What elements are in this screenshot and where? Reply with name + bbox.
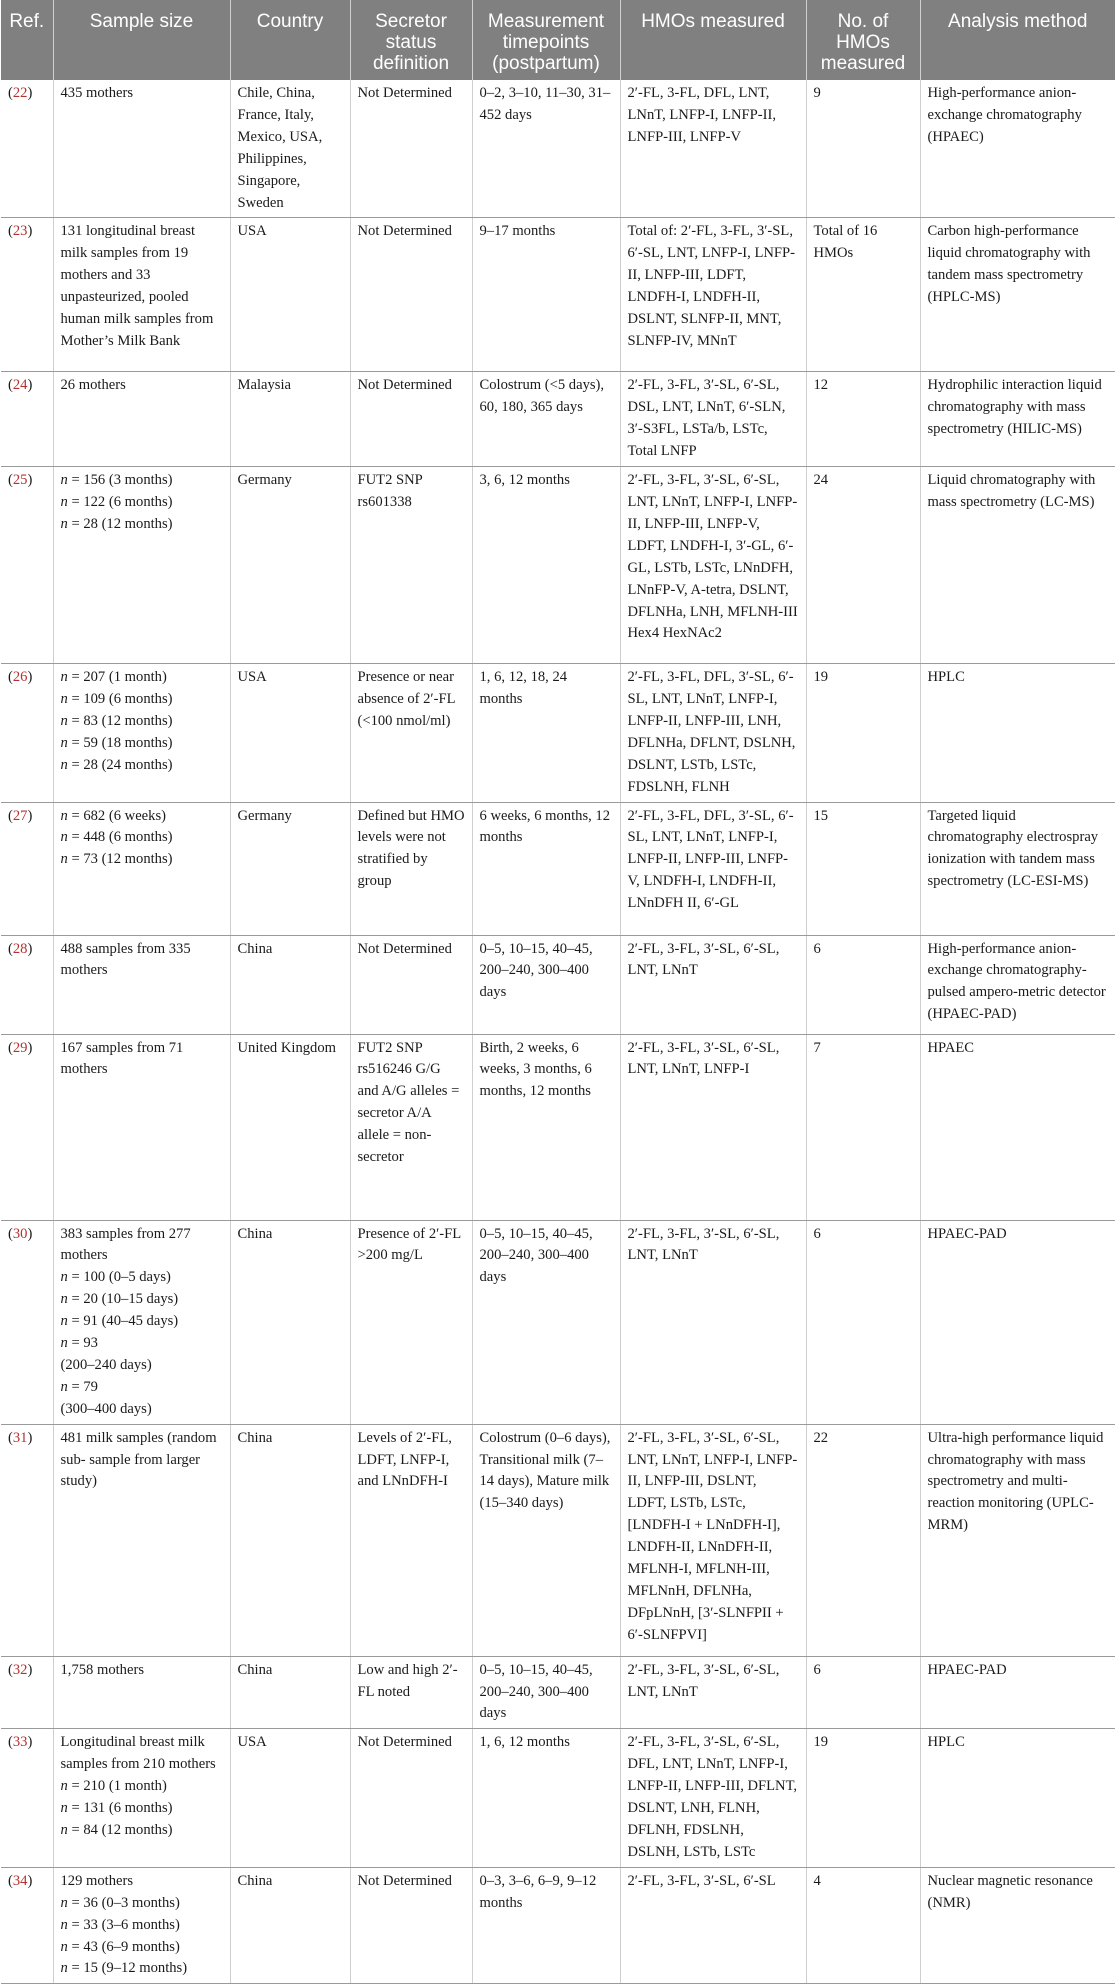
secretor-status-cell: Not Determined: [350, 1729, 472, 1867]
country-cell: Chile, China, France, Italy, Mexico, USA, Philippines, Singapore, Sweden: [230, 80, 350, 218]
hmos-measured-cell: 2′-FL, 3-FL, 3′-SL, 6′-SL, LNT, LNnT, LNFP-I: [620, 1034, 806, 1220]
sample-size-line: n = 83 (12 months): [60, 712, 173, 729]
sample-size-line: 167 samples from 71 mothers: [60, 1039, 187, 1078]
hmo-count-cell: 6: [806, 1220, 920, 1424]
secretor-status-cell: Presence of 2′-FL >200 mg/L: [350, 1220, 472, 1424]
country-cell: USA: [230, 1729, 350, 1867]
secretor-status-cell: Not Determined: [350, 218, 472, 372]
secretor-status-cell: Not Determined: [350, 80, 472, 218]
sample-size-cell: [53, 1656, 230, 1729]
header-ref: Ref.: [1, 0, 53, 80]
secretor-status-cell: FUT2 SNP rs601338: [350, 467, 472, 664]
ref-cell: (25): [1, 467, 53, 664]
sample-size-line: (300–400 days): [60, 1400, 152, 1417]
sample-size-line: n = 20 (10–15 days): [60, 1291, 179, 1308]
sample-size-cell: [53, 218, 230, 372]
hmo-count-cell: 24: [806, 467, 920, 664]
ref-link[interactable]: 27: [12, 807, 28, 824]
timepoints-cell: 9–17 months: [472, 218, 620, 372]
sample-size-line: n = 156 (3 months): [60, 472, 173, 489]
ref-link[interactable]: 32: [12, 1661, 28, 1678]
sample-size-line: 383 samples from 277 mothers: [60, 1225, 195, 1264]
timepoints-cell: 1, 6, 12, 18, 24 months: [472, 664, 620, 802]
header-hmos-measured: HMOs measured: [620, 0, 806, 80]
ref-cell: (26): [1, 664, 53, 802]
ref-cell: (28): [1, 935, 53, 1034]
sample-size-cell: [53, 467, 230, 664]
timepoints-cell: Colostrum (<5 days), 60, 180, 365 days: [472, 372, 620, 467]
country-cell: China: [230, 1220, 350, 1424]
sample-size-line: n = 28 (24 months): [60, 756, 173, 773]
hmo-count-cell: Total of 16 HMOs: [806, 218, 920, 372]
table-row: [1, 1220, 1115, 1424]
country-cell: Germany: [230, 467, 350, 664]
timepoints-cell: 0–5, 10–15, 40–45, 200–240, 300–400 days: [472, 1220, 620, 1424]
ref-link[interactable]: 30: [12, 1225, 28, 1242]
secretor-status-cell: Not Determined: [350, 372, 472, 467]
table-row: [1, 1424, 1115, 1656]
sample-size-line: n = 682 (6 weeks): [60, 807, 166, 824]
timepoints-cell: 0–5, 10–15, 40–45, 200–240, 300–400 days: [472, 935, 620, 1034]
ref-cell: (22): [1, 80, 53, 218]
ref-link[interactable]: 23: [12, 223, 28, 240]
sample-size-line: n = 131 (6 months): [60, 1800, 173, 1817]
hmos-measured-cell: 2′-FL, 3-FL, 3′-SL, 6′-SL, DFL, LNT, LNnT, LNFP-I, LNFP-II, LNFP-III, DFLNT, DSLNT, LNH, FLNH, DFLNH, FDSLNH, DSLNH, LSTb, LSTc: [620, 1729, 806, 1867]
country-cell: USA: [230, 664, 350, 802]
hmo-count-cell: 12: [806, 372, 920, 467]
analysis-method-cell: Liquid chromatography with mass spectrometry (LC-MS): [920, 467, 1115, 664]
ref-link[interactable]: 28: [12, 940, 28, 957]
country-cell: China: [230, 1656, 350, 1729]
timepoints-cell: 0–3, 3–6, 6–9, 9–12 months: [472, 1867, 620, 1984]
secretor-status-cell: Not Determined: [350, 935, 472, 1034]
sample-size-line: n = 93: [60, 1335, 98, 1352]
hmos-measured-cell: 2′-FL, 3-FL, 3′-SL, 6′-SL, DSL, LNT, LNnT, 6′-SLN, 3′-S3FL, LSTa/b, LSTc, Total LNFP: [620, 372, 806, 467]
sample-size-line: n = 210 (1 month): [60, 1778, 167, 1795]
header-timepoints: Measurement timepoints (postpartum): [472, 0, 620, 80]
hmos-measured-cell: 2′-FL, 3-FL, 3′-SL, 6′-SL, LNT, LNnT: [620, 935, 806, 1034]
sample-size-cell: [53, 80, 230, 218]
sample-size-cell: [53, 1729, 230, 1867]
ref-cell: (23): [1, 218, 53, 372]
ref-link[interactable]: 24: [12, 377, 28, 394]
table-body: [1, 80, 1115, 1984]
ref-cell: (24): [1, 372, 53, 467]
sample-size-line: 129 mothers: [60, 1872, 134, 1889]
table-row: [1, 1034, 1115, 1220]
table-row: [1, 1656, 1115, 1729]
country-cell: United Kingdom: [230, 1034, 350, 1220]
hmo-count-cell: 6: [806, 1656, 920, 1729]
sample-size-line: n = 109 (6 months): [60, 690, 173, 707]
sample-size-cell: [53, 372, 230, 467]
country-cell: China: [230, 1424, 350, 1656]
hmos-measured-cell: 2′-FL, 3-FL, 3′-SL, 6′-SL, LNT, LNnT, LNFP-I, LNFP-II, LNFP-III, DSLNT, LDFT, LSTb, LSTc, [LNDFH-I + LNnDFH-I], LNDFH-II, LNnDFH-II, MFLNH-I, MFLNH-III, MFLNnH, DFLNHa, DFpLNnH, [3′-SLNFPII + 6′-SLNFPVI]: [620, 1424, 806, 1656]
table-row: [1, 802, 1115, 935]
hmos-measured-cell: 2′-FL, 3-FL, 3′-SL, 6′-SL: [620, 1867, 806, 1984]
timepoints-cell: 0–2, 3–10, 11–30, 31–452 days: [472, 80, 620, 218]
analysis-method-cell: High-performance anion-exchange chromatography (HPAEC): [920, 80, 1115, 218]
sample-size-line: 26 mothers: [60, 377, 126, 394]
header-country: Country: [230, 0, 350, 80]
secretor-status-cell: Levels of 2′-FL, LDFT, LNFP-I, and LNnDFH-I: [350, 1424, 472, 1656]
ref-cell: (31): [1, 1424, 53, 1656]
table-row: [1, 218, 1115, 372]
hmo-count-cell: 19: [806, 664, 920, 802]
sample-size-line: n = 91 (40–45 days): [60, 1313, 179, 1330]
header-hmo-count: No. of HMOs measured: [806, 0, 920, 80]
sample-size-line: 435 mothers: [60, 85, 134, 101]
ref-cell: (33): [1, 1729, 53, 1867]
sample-size-line: 1,758 mothers: [60, 1661, 145, 1678]
table-row: [1, 372, 1115, 467]
sample-size-line: n = 28 (12 months): [60, 515, 173, 532]
ref-cell: (32): [1, 1656, 53, 1729]
country-cell: Germany: [230, 802, 350, 935]
ref-link[interactable]: 22: [12, 85, 28, 101]
secretor-status-cell: Not Determined: [350, 1867, 472, 1984]
ref-link[interactable]: 31: [12, 1429, 28, 1446]
ref-link[interactable]: 25: [12, 472, 28, 489]
ref-link[interactable]: 33: [12, 1734, 28, 1751]
hmo-count-cell: 6: [806, 935, 920, 1034]
secretor-status-cell: Presence or near absence of 2′-FL (<100 nmol/ml): [350, 664, 472, 802]
sample-size-line: Longitudinal breast milk samples from 210 mothers: [60, 1734, 216, 1773]
country-cell: Malaysia: [230, 372, 350, 467]
hmos-measured-cell: 2′-FL, 3-FL, DFL, 3′-SL, 6′-SL, LNT, LNnT, LNFP-I, LNFP-II, LNFP-III, LNH, DFLNHa, DFLNT, DSLNH, DSLNT, LSTb, LSTc, FDSLNH, FLNH: [620, 664, 806, 802]
analysis-method-cell: HPLC: [920, 664, 1115, 802]
sample-size-line: n = 59 (18 months): [60, 734, 173, 751]
hmo-count-cell: 22: [806, 1424, 920, 1656]
sample-size-line: n = 122 (6 months): [60, 493, 173, 510]
analysis-method-cell: Carbon high-performance liquid chromatography with tandem mass spectrometry (HPLC-MS): [920, 218, 1115, 372]
sample-size-cell: [53, 664, 230, 802]
table-row: [1, 467, 1115, 664]
timepoints-cell: Colostrum (0–6 days), Transitional milk (7–14 days), Mature milk (15–340 days): [472, 1424, 620, 1656]
ref-cell: (27): [1, 802, 53, 935]
analysis-method-cell: HPAEC: [920, 1034, 1115, 1220]
sample-size-line: n = 33 (3–6 months): [60, 1916, 180, 1933]
header-secretor-status: Secretor status definition: [350, 0, 472, 80]
country-cell: China: [230, 1867, 350, 1984]
hmo-count-cell: 15: [806, 802, 920, 935]
country-cell: USA: [230, 218, 350, 372]
secretor-status-cell: FUT2 SNP rs516246 G/G and A/G alleles = secretor A/A allele = non-secretor: [350, 1034, 472, 1220]
sample-size-line: n = 43 (6–9 months): [60, 1938, 180, 1955]
table-row: [1, 664, 1115, 802]
analysis-method-cell: Nuclear magnetic resonance (NMR): [920, 1867, 1115, 1984]
hmo-count-cell: 7: [806, 1034, 920, 1220]
hmos-measured-cell: 2′-FL, 3-FL, DFL, 3′-SL, 6′-SL, LNT, LNnT, LNFP-I, LNFP-II, LNFP-III, LNFP-V, LNDFH-I, LNDFH-II, LNnDFH II, 6′-GL: [620, 802, 806, 935]
analysis-method-cell: Ultra-high performance liquid chromatography with mass spectrometry and multi-reaction monitoring (UPLC-MRM): [920, 1424, 1115, 1656]
header-sample-size: Sample size: [53, 0, 230, 80]
table-header-row: [1, 0, 1115, 80]
sample-size-line: 488 samples from 335 mothers: [60, 940, 195, 979]
ref-cell: (29): [1, 1034, 53, 1220]
ref-cell: (30): [1, 1220, 53, 1424]
header-analysis-method: Analysis method: [920, 0, 1115, 80]
sample-size-line: n = 84 (12 months): [60, 1822, 173, 1838]
sample-size-line: n = 79: [60, 1378, 98, 1395]
ref-link[interactable]: 26: [12, 669, 28, 686]
table-row: [1, 1729, 1115, 1867]
sample-size-cell: [53, 935, 230, 1034]
timepoints-cell: 3, 6, 12 months: [472, 467, 620, 664]
analysis-method-cell: HPLC: [920, 1729, 1115, 1867]
sample-size-line: n = 73 (12 months): [60, 851, 173, 868]
hmo-count-cell: 19: [806, 1729, 920, 1867]
sample-size-cell: [53, 802, 230, 935]
sample-size-cell: [53, 1424, 230, 1656]
hmos-measured-cell: 2′-FL, 3-FL, 3′-SL, 6′-SL, LNT, LNnT: [620, 1656, 806, 1729]
ref-link[interactable]: 34: [12, 1872, 28, 1889]
hmo-count-cell: 4: [806, 1867, 920, 1984]
country-cell: China: [230, 935, 350, 1034]
secretor-status-cell: Low and high 2′-FL noted: [350, 1656, 472, 1729]
timepoints-cell: 0–5, 10–15, 40–45, 200–240, 300–400 days: [472, 1656, 620, 1729]
analysis-method-cell: HPAEC-PAD: [920, 1220, 1115, 1424]
timepoints-cell: 1, 6, 12 months: [472, 1729, 620, 1867]
sample-size-cell: [53, 1220, 230, 1424]
hmos-measured-cell: Total of: 2′-FL, 3-FL, 3′-SL, 6′-SL, LNT, LNFP-I, LNFP-II, LNFP-III, LDFT, LNDFH-I, LNDFH-II, DSLNT, SLNFP-II, MNT, SLNFP-IV, MNnT: [620, 218, 806, 372]
hmos-measured-cell: 2′-FL, 3-FL, DFL, LNT, LNnT, LNFP-I, LNFP-II, LNFP-III, LNFP-V: [620, 80, 806, 218]
table-row: [1, 1867, 1115, 1984]
analysis-method-cell: HPAEC-PAD: [920, 1656, 1115, 1729]
hmos-measured-cell: 2′-FL, 3-FL, 3′-SL, 6′-SL, LNT, LNnT, LNFP-I, LNFP-II, LNFP-III, LNFP-V, LDFT, LNDFH-I, 3′-GL, 6′-GL, LSTb, LSTc, LNnDFH, LNnFP-V, A-tetra, DSLNT, DFLNHa, LNH, MFLNH-III Hex4 HexNAc2: [620, 467, 806, 664]
sample-size-line: n = 36 (0–3 months): [60, 1894, 180, 1911]
sample-size-cell: [53, 1034, 230, 1220]
timepoints-cell: 6 weeks, 6 months, 12 months: [472, 802, 620, 935]
ref-link[interactable]: 29: [12, 1039, 28, 1056]
sample-size-line: n = 207 (1 month): [60, 669, 167, 686]
ref-cell: (34): [1, 1867, 53, 1984]
sample-size-line: 481 milk samples (random sub- sample from larger study): [60, 1429, 221, 1490]
sample-size-line: 131 longitudinal breast milk samples from 19 mothers and 33 unpasteurized, pooled human milk samples from Mother’s Milk Bank: [60, 223, 217, 349]
table-row: [1, 80, 1115, 218]
analysis-method-cell: Targeted liquid chromatography electrospray ionization with tandem mass spectrometry (LC-ESI-MS): [920, 802, 1115, 935]
table-row: [1, 935, 1115, 1034]
hmo-studies-table: [1, 0, 1115, 1984]
timepoints-cell: Birth, 2 weeks, 6 weeks, 3 months, 6 months, 12 months: [472, 1034, 620, 1220]
sample-size-line: n = 15 (9–12 months): [60, 1960, 188, 1977]
secretor-status-cell: Defined but HMO levels were not stratified by group: [350, 802, 472, 935]
sample-size-line: (200–240 days): [60, 1356, 152, 1373]
analysis-method-cell: Hydrophilic interaction liquid chromatography with mass spectrometry (HILIC-MS): [920, 372, 1115, 467]
sample-size-line: n = 448 (6 months): [60, 829, 173, 846]
hmos-measured-cell: 2′-FL, 3-FL, 3′-SL, 6′-SL, LNT, LNnT: [620, 1220, 806, 1424]
analysis-method-cell: High-performance anion-exchange chromatography- pulsed ampero-metric detector (HPAEC-PAD): [920, 935, 1115, 1034]
sample-size-cell: [53, 1867, 230, 1984]
hmo-count-cell: 9: [806, 80, 920, 218]
sample-size-line: n = 100 (0–5 days): [60, 1269, 171, 1286]
